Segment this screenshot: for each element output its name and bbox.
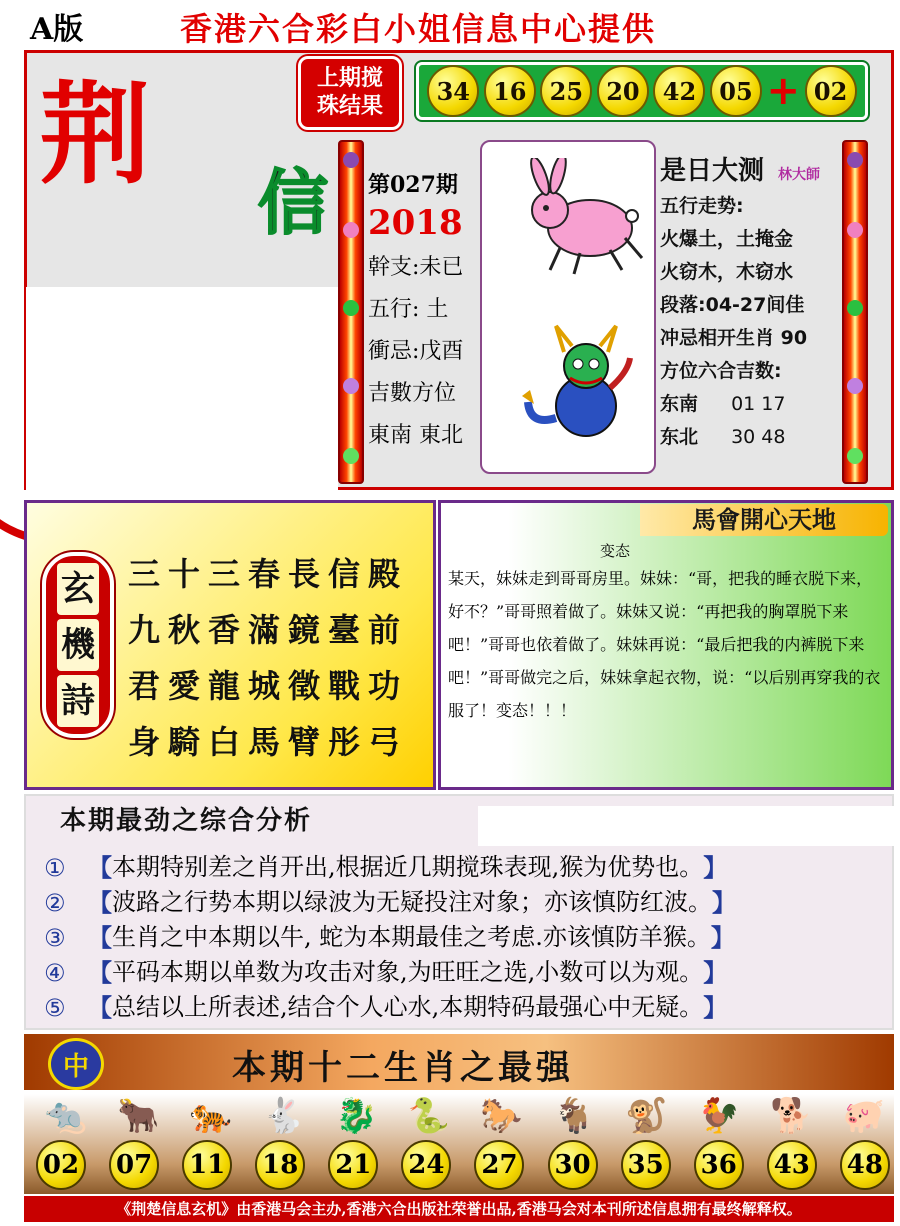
zodiac-ball: 36 <box>694 1140 744 1190</box>
poem-badge <box>42 552 114 738</box>
blank-cover <box>26 287 338 497</box>
result-ball: 25 <box>540 65 592 117</box>
poem-line: 三十三春長信殿 <box>128 555 409 593</box>
issue-number: 第027期 <box>368 172 458 198</box>
poem-badge-char: 詩 <box>57 675 99 727</box>
result-ball: 20 <box>597 65 649 117</box>
result-ball: 42 <box>653 65 705 117</box>
last-result-balls <box>416 62 868 120</box>
zodiac-ball: 07 <box>109 1140 159 1190</box>
joke-body: 某天，妹妹走到哥哥房里。妹妹：“哥，把我的睡衣脱下来，好不？”哥哥照着做了。妹妹又说：“再把我的胸罩脱下来吧！”哥哥也依着做了。妹妹再说：“最后把我的内裤脱下来吧！”哥哥做完之后，妹妹拿起衣物，说：“以后别再穿我的衣服了！变态！！！ <box>448 569 881 720</box>
ox-icon: 🐂 <box>117 1096 160 1136</box>
zodiac-ball: 30 <box>548 1140 598 1190</box>
forecast-author: 林大師 <box>778 167 821 183</box>
special-ball: 02 <box>805 65 857 117</box>
analysis-item: ① 【 本期特别差之肖开出,根据近几期搅珠表现,猴为优势也。 】 <box>44 853 728 882</box>
header-title: 香港六合彩白小姐信息中心提供 <box>180 10 657 48</box>
zodiac-animals <box>40 1096 890 1136</box>
poem-badge-char: 機 <box>57 619 99 671</box>
rooster-icon: 🐓 <box>697 1096 740 1136</box>
chongji: 衝忌:戊酉 <box>368 339 464 364</box>
poem-text <box>128 546 408 770</box>
jishu-label: 吉數方位 <box>368 381 457 406</box>
poem-badge-char: 玄 <box>57 563 99 615</box>
result-ball: 34 <box>427 65 479 117</box>
blank-box <box>478 806 894 846</box>
footer-disclaimer: 《荆楚信息玄机》由香港马会主办,香港六合出版社荣誉出品,香港马会对本刊所述信息拥有最终解释权。 <box>24 1196 894 1222</box>
poem-line: 九秋香滿鏡臺前 <box>128 611 409 649</box>
monkey-icon: 🐒 <box>625 1096 668 1136</box>
analysis-list <box>44 850 884 1025</box>
zodiac-ball: 24 <box>401 1140 451 1190</box>
emblem-icon: 中 <box>48 1038 104 1090</box>
dragon-icon <box>520 318 640 446</box>
pig-icon: 🐖 <box>842 1096 886 1136</box>
left-pillar <box>338 140 364 484</box>
poem-line: 君愛龍城徵戰功 <box>128 667 409 705</box>
goat-icon: 🐐 <box>552 1096 595 1136</box>
right-pillar <box>842 140 868 484</box>
snake-icon: 🐍 <box>407 1096 450 1136</box>
ganzhi: 幹支:未已 <box>368 255 464 280</box>
analysis-item: ⑤ 【 总结以上所表述,结合个人心水,本期特码最强心中无疑。 】 <box>44 993 728 1022</box>
direction-numbers: 01 17 <box>731 393 786 415</box>
zodiac-ball: 43 <box>767 1140 817 1190</box>
issue-info <box>368 168 478 457</box>
direction-name: 东北 <box>660 426 699 448</box>
poem-line: 身騎白馬臂彤弓 <box>128 723 409 761</box>
wuxing: 五行: 土 <box>368 297 449 322</box>
daily-forecast <box>660 150 840 454</box>
forecast-line: 五行走势: <box>660 195 744 217</box>
joke-title: 变态 <box>599 542 630 560</box>
zodiac-ball: 21 <box>328 1140 378 1190</box>
analysis-title: 本期最劲之综合分析 <box>60 806 313 836</box>
plus-sign: + <box>766 68 801 114</box>
zodiac-ball: 27 <box>474 1140 524 1190</box>
forecast-line: 冲忌相开生肖 90 <box>660 327 808 349</box>
rat-icon: 🐀 <box>44 1096 88 1136</box>
forecast-line: 火窃木，木窃水 <box>660 261 794 283</box>
direction-name: 东南 <box>660 393 699 415</box>
zodiac-ball: 18 <box>255 1140 305 1190</box>
rabbit-icon <box>510 158 650 278</box>
result-ball: 05 <box>710 65 762 117</box>
joke-section-title: 馬會開心天地 <box>640 504 888 536</box>
horse-icon: 🐎 <box>480 1096 523 1136</box>
analysis-item: ④ 【 平码本期以单数为攻击对象,为旺旺之选,小数可以为观。 】 <box>44 958 728 987</box>
tiger-icon: 🐅 <box>189 1096 233 1136</box>
last-result-badge <box>298 56 402 130</box>
issue-year: 2018 <box>368 203 463 243</box>
analysis-item: ③ 【 生肖之中本期以牛, 蛇为本期最佳之考虑.亦该慎防羊猴。 】 <box>44 923 735 952</box>
forecast-line: 方位六合吉数: <box>660 360 782 382</box>
brand-secondary: 信 <box>258 162 328 244</box>
zodiac-ball: 48 <box>840 1140 890 1190</box>
zodiac-ball: 35 <box>621 1140 671 1190</box>
edition-label: A版 <box>30 12 84 47</box>
dog-icon: 🐕 <box>770 1096 813 1136</box>
dragon-icon: 🐉 <box>334 1096 378 1136</box>
direction-numbers: 30 48 <box>731 426 786 448</box>
zodiac-title: 本期十二生肖之最强 <box>232 1048 574 1088</box>
rabbit-icon: 🐇 <box>262 1096 305 1136</box>
forecast-line: 火爆土，土掩金 <box>660 228 794 250</box>
last-result-label-1: 上期搅 <box>316 66 383 91</box>
last-result-label-2: 珠结果 <box>316 94 383 119</box>
forecast-line: 段落:04-27间佳 <box>660 294 805 316</box>
result-ball: 16 <box>484 65 536 117</box>
brand-main: 荆 <box>40 70 150 199</box>
forecast-title: 是日大测 <box>660 156 765 186</box>
directions: 東南 東北 <box>368 423 463 448</box>
zodiac-numbers <box>36 1140 890 1190</box>
zodiac-ball: 02 <box>36 1140 86 1190</box>
analysis-item: ② 【 波路之行势本期以绿波为无疑投注对象；亦该慎防红波。 】 <box>44 888 736 917</box>
zodiac-ball: 11 <box>182 1140 232 1190</box>
